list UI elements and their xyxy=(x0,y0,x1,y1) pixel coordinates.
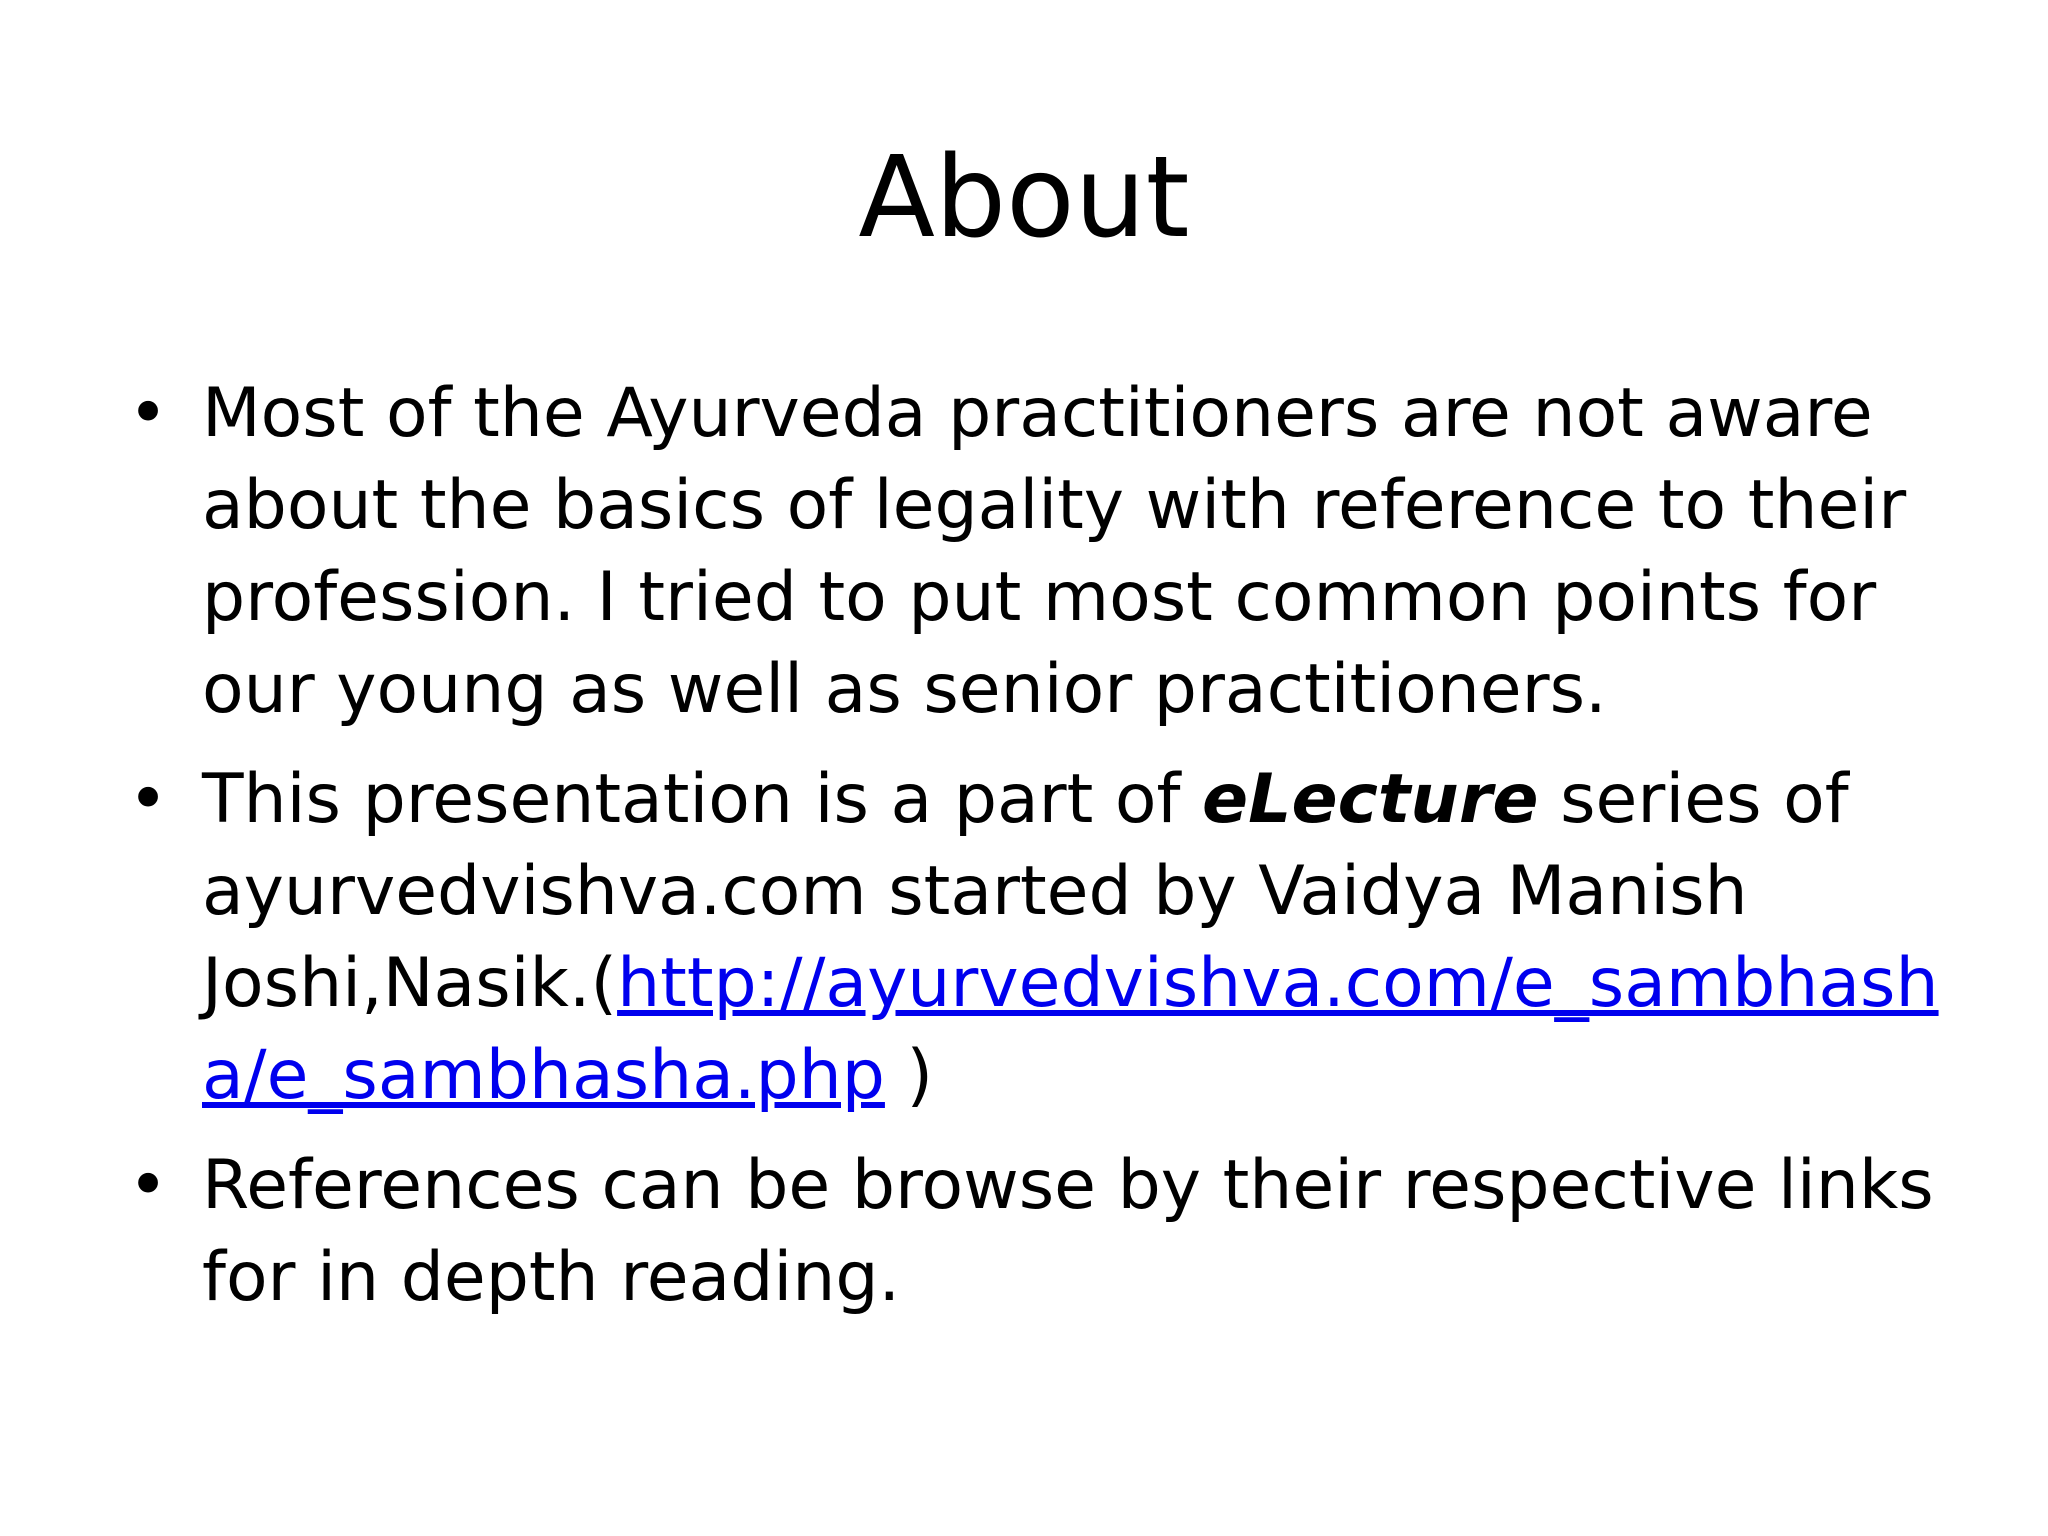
bullet-icon: • xyxy=(128,1146,169,1225)
bullet-text-before: This presentation is a part of xyxy=(202,760,1203,839)
bullet-text: References can be browse by their respective links for in depth reading. xyxy=(202,1146,1934,1317)
esambhasha-link[interactable]: http://ayurvedvishva.com/e_sambhasha/e_sambhasha.php xyxy=(202,944,1939,1115)
bullet-item-awareness xyxy=(120,368,1940,736)
bullet-text-after: ) xyxy=(884,1036,934,1115)
electure-emphasis: eLecture xyxy=(1202,760,1539,839)
bullet-item-electure xyxy=(120,754,1940,1122)
bullet-text: Most of the Ayurveda practitioners are not aware about the basics of legality with reference to their profession. I tried to put most common points for our young as well as senior practitioners. xyxy=(202,374,1907,729)
bullet-icon: • xyxy=(128,760,169,839)
bullet-item-references xyxy=(120,1140,1940,1324)
bullet-text-middle: series of ayurvedvishva.com started by Vaidya Manish Joshi,Nasik.( xyxy=(202,760,1849,1023)
bullet-list xyxy=(120,368,1940,1342)
slide-title: About xyxy=(858,133,1190,263)
bullet-icon: • xyxy=(128,374,169,453)
